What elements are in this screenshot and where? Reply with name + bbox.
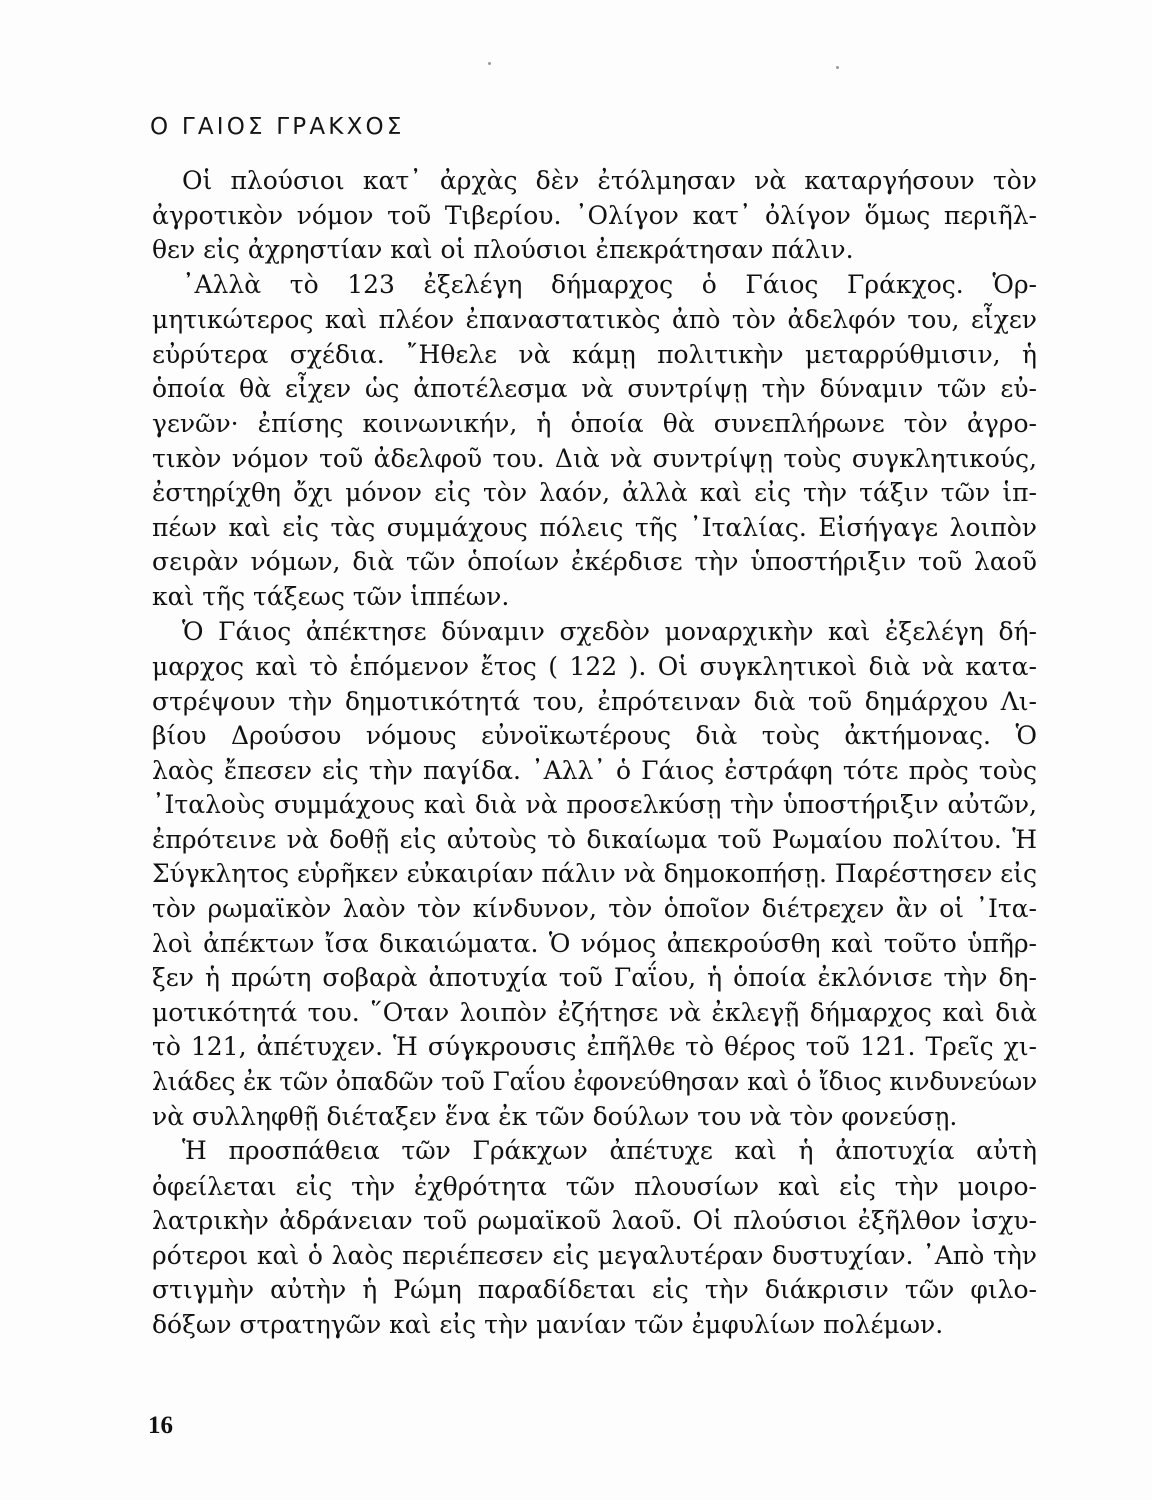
text-line: τὸν ρωμαϊκὸν λαὸν τὸν κίνδυνον, τὸν ὁποῖον διέτρεχεν ἂν οἱ ᾽Ιτα- [152, 894, 1037, 924]
text-line: ἀγροτικὸν νόμον τοῦ Τιβερίου. ᾽Ολίγον κατ᾽ ὀλίγον ὅμως περιῆλ- [152, 200, 1037, 230]
text-line: λαὸς ἔπεσεν εἰς τὴν παγίδα. ᾽Αλλ᾽ ὁ Γάιος ἐστράφη τότε πρὸς τοὺς [152, 755, 1037, 785]
text-line: ᾽Ιταλοὺς συμμάχους καὶ διὰ νὰ προσελκύσῃ τὴν ὑποστήριξιν αὐτῶν, [152, 790, 1037, 820]
text-line: μοτικότητά του. ῞Οταν λοιπὸν ἐζήτησε νὰ ἐκλεγῇ δήμαρχος καὶ διὰ [152, 997, 1037, 1027]
text-line: ρότεροι καὶ ὁ λαὸς περιέπεσεν εἰς μεγαλυτέραν δυστυχίαν. ᾽Απὸ τὴν [152, 1240, 1037, 1270]
text-line: ᾽Αλλὰ τὸ 123 ἐξελέγη δήμαρχος ὁ Γάιος Γράκχος. Ὁρ- [182, 269, 1037, 299]
text-line: μητικώτερος καὶ πλέον ἐπαναστατικὸς ἀπὸ τὸν ἀδελφόν του, εἶχεν [152, 305, 1037, 335]
text-line: Ὁ Γάιος ἀπέκτησε δύναμιν σχεδὸν μοναρχικὴν καὶ ἐξελέγη δή- [182, 616, 1037, 646]
text-line: ὁποία θὰ εἶχεν ὡς ἀποτέλεσμα νὰ συντρίψῃ τὴν δύναμιν τῶν εὐ- [152, 374, 1037, 404]
text-line: πέων καὶ εἰς τὰς συμμάχους πόλεις τῆς ᾽Ιταλίας. Εἰσήγαγε λοιπὸν [152, 512, 1037, 542]
text-line: θεν εἰς ἀχρηστίαν καὶ οἱ πλούσιοι ἐπεκράτησαν πάλιν. [152, 235, 854, 265]
text-line: εὐρύτερα σχέδια. ῎Ηθελε νὰ κάμῃ πολιτικὴν μεταρρύθμισιν, ἡ [152, 339, 1037, 369]
text-line: Σύγκλητος εὑρῆκεν εὐκαιρίαν πάλιν νὰ δημοκοπήσῃ. Παρέστησεν εἰς [152, 859, 1037, 889]
text-line: σειρὰν νόμων, διὰ τῶν ὁποίων ἐκέρδισε τὴν ὑποστήριξιν τοῦ λαοῦ [152, 547, 1037, 577]
text-line: ἐστηρίχθη ὄχι μόνον εἰς τὸν λαόν, ἀλλὰ καὶ εἰς τὴν τάξιν τῶν ἱπ- [152, 478, 1038, 508]
text-line: στιγμὴν αὐτὴν ἡ Ρώμη παραδίδεται εἰς τὴν διάκρισιν τῶν φιλο- [152, 1275, 1037, 1305]
text-line: νὰ συλληφθῇ διέταξεν ἕνα ἐκ τῶν δούλων του νὰ τὸν φονεύσῃ. [152, 1101, 958, 1131]
chapter-heading: Ο ΓΑΙΟΣ ΓΡΑΚΧΟΣ [150, 114, 405, 140]
text-line: Οἱ πλούσιοι κατ᾽ ἀρχὰς δὲν ἐτόλμησαν νὰ καταργήσουν τὸν [182, 166, 1037, 195]
text-line: γενῶν· ἐπίσης κοινωνικήν, ἡ ὁποία θὰ συνεπλήρωνε τὸν ἀγρο- [152, 408, 1037, 438]
text-line: δόξων στρατηγῶν καὶ εἰς τὴν μανίαν τῶν ἐμφυλίων πολέμων. [152, 1309, 944, 1339]
text-line: Ἡ προσπάθεια τῶν Γράκχων ἀπέτυχε καὶ ἡ ἀποτυχία αὐτὴ [182, 1136, 1037, 1166]
text-line: λιάδες ἐκ τῶν ὀπαδῶν τοῦ Γαΐου ἐφονεύθησαν καὶ ὁ ἴδιος κινδυνεύων [152, 1067, 1038, 1097]
text-line: καὶ τῆς τάξεως τῶν ἱππέων. [152, 581, 510, 611]
text-line: λατρικὴν ἀδράνειαν τοῦ ρωμαϊκοῦ λαοῦ. Οἱ πλούσιοι ἐξῆλθον ἰσχυ- [152, 1206, 1037, 1236]
text-line: μαρχος καὶ τὸ ἑπόμενον ἔτος ( 122 ). Οἱ συγκλητικοὶ διὰ νὰ κατα- [152, 651, 1037, 681]
print-speck [488, 62, 491, 65]
body-text [152, 164, 1037, 1343]
text-line: τικὸν νόμον τοῦ ἀδελφοῦ του. Διὰ νὰ συντρίψῃ τοὺς συγκλητικούς, [152, 443, 1037, 473]
text-line: λοὶ ἀπέκτων ἴσα δικαιώματα. Ὁ νόμος ἀπεκρούσθη καὶ τοῦτο ὑπῆρ- [152, 928, 1037, 958]
print-speck [836, 66, 839, 69]
page-number: 16 [148, 1412, 173, 1439]
text-line: βίου Δρούσου νόμους εὐνοϊκωτέρους διὰ τοὺς ἀκτήμονας. Ὁ [152, 721, 1037, 751]
text-line: ὀφείλεται εἰς τὴν ἐχθρότητα τῶν πλουσίων καὶ εἰς τὴν μοιρο- [152, 1171, 1037, 1201]
text-line: ξεν ἡ πρώτη σοβαρὰ ἀποτυχία τοῦ Γαΐου, ἡ ὁποία ἐκλόνισε τὴν δη- [152, 963, 1037, 993]
text-line: ἐπρότεινε νὰ δοθῇ εἰς αὐτοὺς τὸ δικαίωμα τοῦ Ρωμαίου πολίτου. Ἡ [152, 824, 1037, 854]
text-line: στρέψουν τὴν δημοτικότητά του, ἐπρότειναν διὰ τοῦ δημάρχου Λι- [152, 686, 1037, 716]
text-line: τὸ 121, ἀπέτυχεν. Ἡ σύγκρουσις ἐπῆλθε τὸ θέρος τοῦ 121. Τρεῖς χι- [152, 1032, 1037, 1062]
